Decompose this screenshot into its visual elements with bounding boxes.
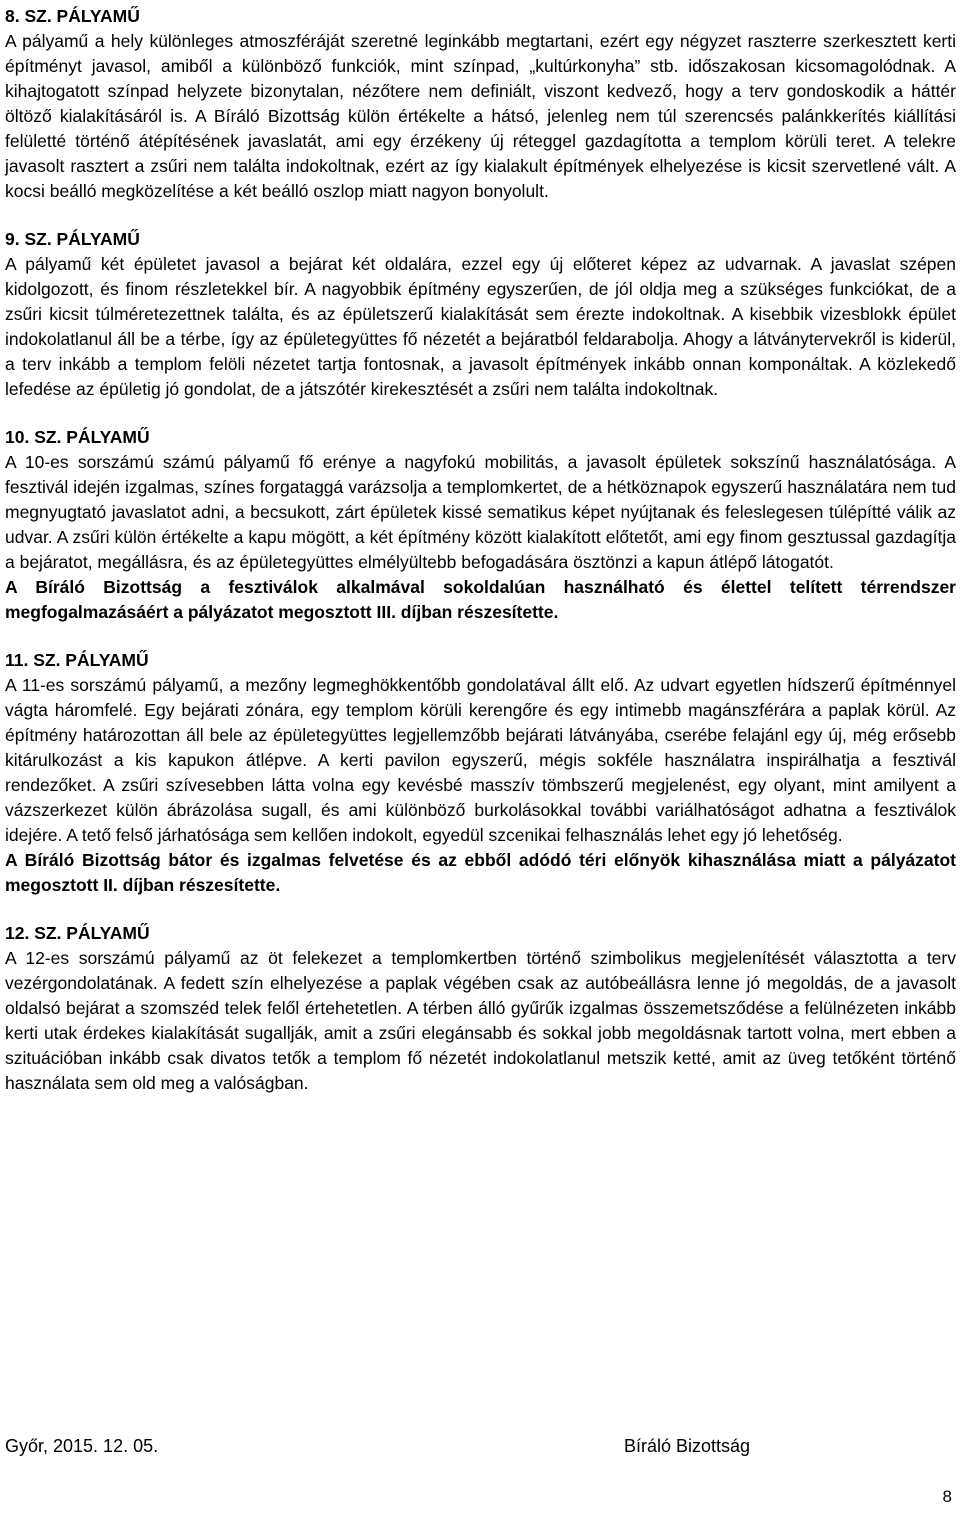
entry-9: [5, 227, 956, 402]
entry-body: A pályamű két épületet javasol a bejárat két oldalára, ezzel egy új előteret képez az udvarnak. A javaslat szépen kidolgozott, és finom részletekkel bír. A nagyobbik építmény egyszerűen, de jól oldja meg a szükséges funkciókat, de a zsűri kicsit túlméretezettnek találta, és az épületszerű kialakítását sem érezte indokoltnak. A kisebbik vizesblokk épület indokolatlanul áll be a térbe, így az épületegyüttes fő nézetét a bejáratból feldarabolja. Ahogy a látványtervekről is kiderül, a terv inkább a templom felöli nézetet tartja fontosnak, a javasolt építmények inkább onnan komponáltak. A közlekedő lefedése az épületig jó gondolat, de a játszótér kirekesztését a zsűri nem találta indokoltnak.: [5, 254, 956, 399]
entry-heading: 12. SZ. PÁLYAMŰ: [5, 923, 150, 943]
entry-body: A 11-es sorszámú pályamű, a mezőny legmeghökkentőbb gondolatával állt elő. Az udvart egyetlen hídszerű építménnyel vágta háromfelé. Egy bejárati zónára, egy templom körüli kerengőre és egy intimebb magánszférára a paplak körül. Az építmény határozottan áll bele az épületegyüttes legjellemzőbb bejárati látványába, cserébe felajánl egy új, még erősebb kitárulkozást a kis kapukon átlépve. A kerti pavilon egyszerű, mégis sokféle használatra inspirálhatja a fesztivál rendezőket. A zsűri szívesebben látta volna egy kevésbé masszív tömbszerű megjelenést, egy olyant, mint amilyent a vázszerkezet külön ábrázolása sugall, és ami különböző burkolásokkal további variálhatóságot adhatna a fesztiválok idejére. A tető felső járhatósága sem kellően indokolt, egyedül szcenikai felhasználás lehet egy jó lehetőség.: [5, 675, 956, 845]
entry-verdict: A Bíráló Bizottság bátor és izgalmas felvetése és az ebből adódó téri előnyök kihasználása miatt a pályázatot megosztott II. díjban részesítette.: [5, 850, 956, 895]
signature-line: Bíráló Bizottság: [624, 1436, 751, 1456]
entry-11: [5, 648, 956, 898]
entry-heading: 9. SZ. PÁLYAMŰ: [5, 229, 140, 249]
place-and-date: Győr, 2015. 12. 05.: [5, 1436, 159, 1456]
page-number: 8: [942, 1487, 952, 1506]
entry-heading: 10. SZ. PÁLYAMŰ: [5, 427, 150, 447]
entry-body: A 12-es sorszámú pályamű az öt felekezet a templomkertben történő szimbolikus megjelenítését választotta a terv vezérgondolatának. A fedett szín elhelyezése a paplak végében csak az autóbeállásra lenne jó megoldás, de a javasolt oldalsó bejárat a szomszéd telek felől értehetetlen. A térben álló gyűrűk izgalmas összemetsződése a felülnézeten inkább kerti utak érdekes kialakítását sugallják, amit a zsűri elegánsabb és sokkal jobb megoldásnak tartott volna, mert ebben a szituációban inkább csak divatos tetők a templom fő nézetét indokolatlanul metszik ketté, amit az üveg tetőként történő használata sem old meg a valóságban.: [5, 948, 956, 1093]
entry-heading: 8. SZ. PÁLYAMŰ: [5, 6, 140, 26]
entry-8: [5, 4, 956, 204]
entry-10: [5, 425, 956, 625]
entry-12: [5, 921, 956, 1096]
entry-body: A 10-es sorszámú számú pályamű fő erénye a nagyfokú mobilitás, a javasolt épületek sokszínű használatósága. A fesztivál idején izgalmas, színes forgataggá varázsolja a templomkertet, de a hétköznapok egyszerű használatára nem tud megnyugtató javaslatot adni, a becsukott, zárt épületek kissé sematikus képet nyújtanak és feleslegesen túlépítté válik az udvar. A zsűri külön értékelte a kapu mögött, a két építmény között kialakított előtetőt, ami egy finom gesztussal gazdagítja a bejáratot, megállásra, és az épületegyüttes elmélyültebb befogadására ösztönzi a kapun átlépő látogatót.: [5, 452, 956, 572]
entry-body: A pályamű a hely különleges atmoszféráját szeretné leginkább megtartani, ezért egy négyzet raszterre szerkesztett kerti építményt javasol, amiből a különböző funkciók, mint színpad, „kultúrkonyha” stb. időszakosan kicsomagolódnak. A kihajtogatott színpad helyzete bizonytalan, nézőtere nem definiált, viszont kedvező, hogy a terv gondoskodik a háttér öltöző kialakításáról is. A Bíráló Bizottság külön értékelte a hátsó, jelenleg nem túl szerencsés palánkkerítés kiállítási felületté történő átépítésének javaslatát, ami egy érzékeny új réteggel gazdagította a templom körüli teret. A telekre javasolt rasztert a zsűri nem találta indokoltnak, ezért az így kialakult építmények elhelyezése is kicsit szervetlené vált. A kocsi beálló megközelítése a két beálló oszlop miatt nagyon bonyolult.: [5, 31, 956, 201]
entry-verdict: A Bíráló Bizottság a fesztiválok alkalmával sokoldalúan használható és élettel telített térrendszer megfogalmazásáért a pályázatot megosztott III. díjban részesítette.: [5, 577, 956, 622]
entry-heading: 11. SZ. PÁLYAMŰ: [5, 650, 149, 670]
document-page: [5, 4, 956, 1096]
